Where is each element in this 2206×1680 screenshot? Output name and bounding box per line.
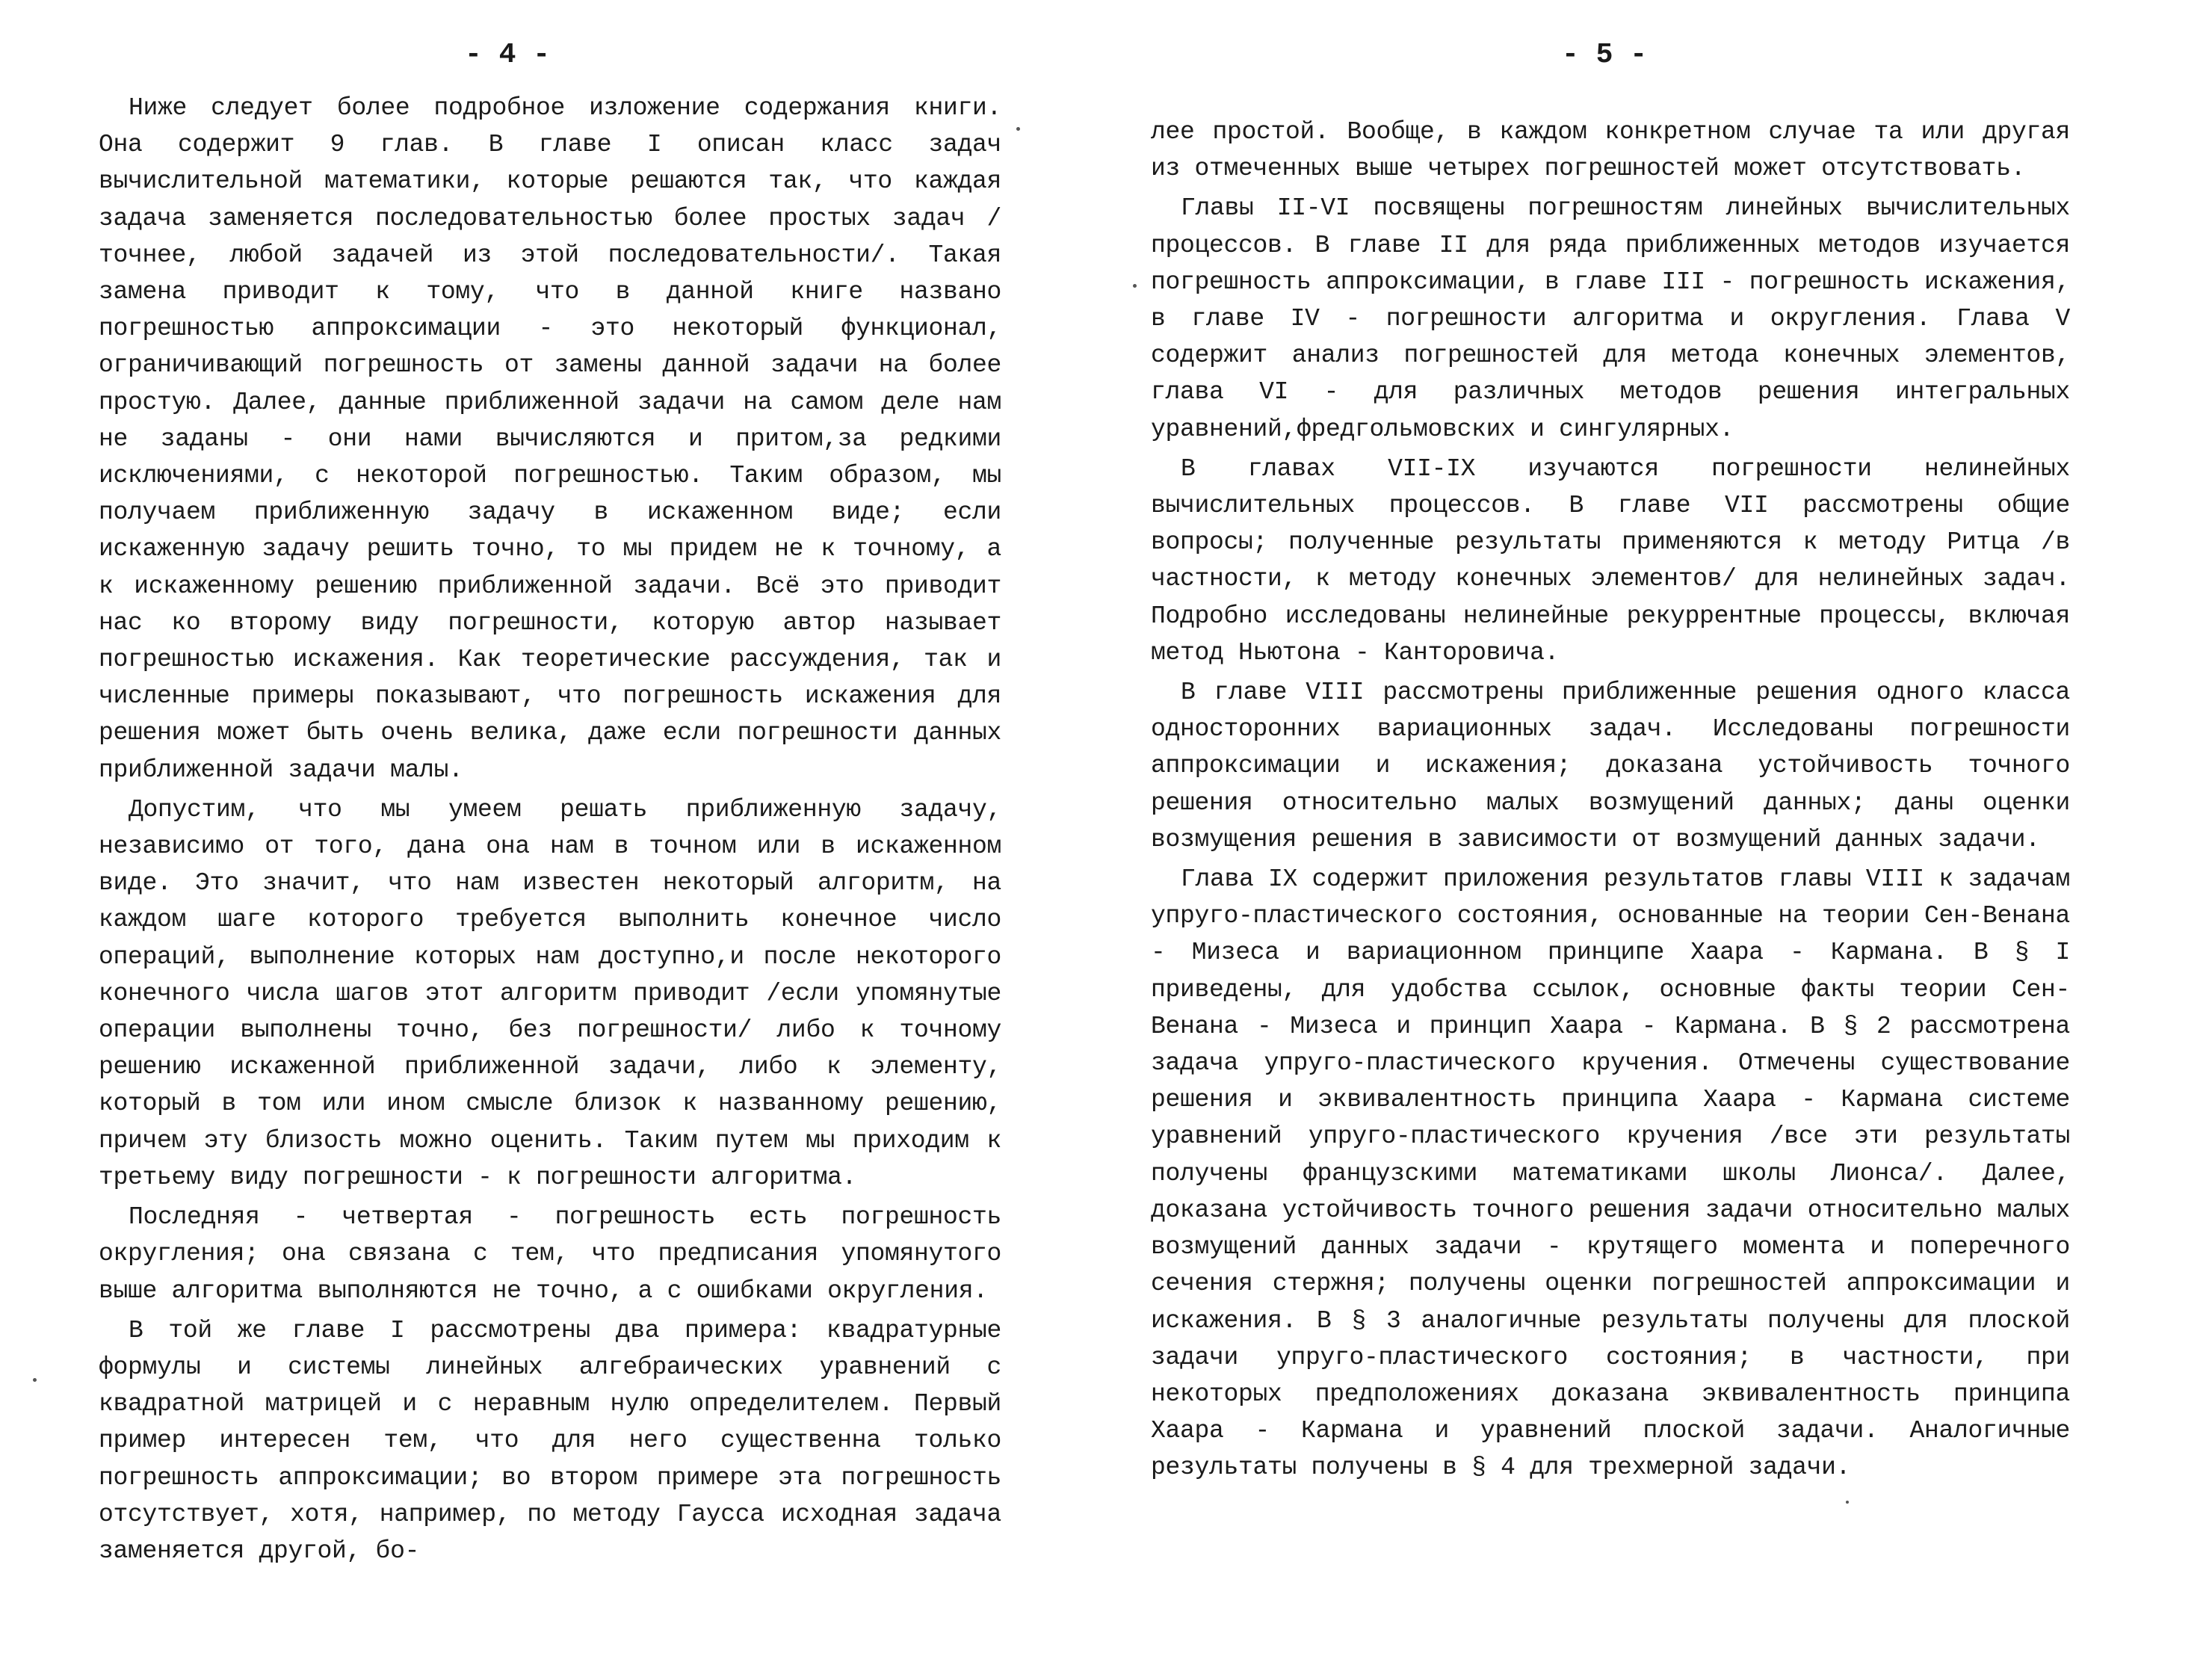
paragraph: Ниже следует более подробное изложение содержания книги. Она содержит 9 глав. В главе I описан класс задач вычислительной математики, которые решаются так, что каждая задача заменяется последовательностью более простых задач /точнее, любой задачей из этой последовательности/. Такая замена приводит к тому, что в данной книге названо погрешностью аппроксимации - это некоторый функционал, ограничивающий погрешность от замены данной задачи на более простую. Далее, данные приближенной задачи на самом деле нам не заданы - они нами вычисляются и притом,за редкими исключениями, с некоторой погрешностью. Таким образом, мы получаем приближенную задачу в искаженном виде; если искаженную задачу решить точно, то мы придем не к точному, а к искаженному решению приближенной задачи. Всё это приводит нас ко второму виду погрешности, которую автор называет погрешностью искажения. Как теоретические рассуждения, так и численные примеры показывают, что погрешность искажения для решения может быть очень велика, даже если погрешности данных приближенной задачи малы.: [99, 94, 1001, 784]
paragraph: В той же главе I рассмотрены два примера: квадратурные формулы и системы линейных алгебраических уравнений с квадратной матрицей и с неравным нулю определителем. Первый пример интересен тем, что для него существенна только погрешность аппроксимации; во втором примере эта погрешность отсутствует, хотя, например, по методу Гаусса исходная задача заменяется другой, бо-: [99, 1316, 1001, 1565]
right-page: [1103, 0, 2206, 1680]
paragraph: В главах VII-IX изучаются погрешности нелинейных вычислительных процессов. В главе VII рассмотрены общие вопросы; полученные результаты применяются к методу Ритца /в частности, к методу конечных элементов/ для нелинейных задач. Подробно исследованы нелинейные рекуррентные процессы, включая метод Ньютона - Канторовича.: [1151, 454, 2070, 667]
page-text: [99, 90, 1001, 1569]
paragraph: Последняя - четвертая - погрешность есть погрешность округления; она связана с тем, что предписания упомянутого выше алгоритма выполняются не точно, а с ошибками округления.: [99, 1203, 1001, 1305]
scan-speck: [1133, 284, 1137, 288]
page-text: [1151, 114, 2070, 1486]
page-number: - 5 -: [1562, 39, 1648, 71]
paragraph: В главе VIII рассмотрены приближенные решения одного класса односторонних вариационных задач. Исследованы погрешности аппроксимации и искажения; доказана устойчивость точного решения относительно малых возмущений данных; даны оценки возмущения решения в зависимости от возмущений данных задачи.: [1151, 679, 2070, 853]
scan-speck: [33, 1378, 37, 1382]
page-number: - 4 -: [465, 39, 551, 71]
paragraph: Глава IX содержит приложения результатов главы VIII к задачам упруго-пластического состояния, основанные на теории Сен-Венана - Мизеса и вариационном принципе Хаара - Кармана. В § I приведены, для удобства ссылок, основные факты теории Сен-Венана - Мизеса и принцип Хаара - Кармана. В § 2 рассмотрена задача упруго-пластического кручения. Отмечены существование решения и эквивалентность принципа Хаара - Кармана системе уравнений упруго-пластического кручения /все эти результаты получены французскими математиками школы Лионса/. Далее, доказана устойчивость точного решения задачи относительно малых возмущений данных задачи - крутящего момента и поперечного сечения стержня; получены оценки погрешностей аппроксимации и искажения. В § 3 аналогичные результаты получены для плоской задачи упруго-пластического состояния; в частности, при некоторых предположениях доказана эквивалентность принципа Хаара - Кармана и уравнений плоской задачи. Аналогичные результаты получены в § 4 для трехмерной задачи.: [1151, 865, 2070, 1482]
scan-speck: [1846, 1501, 1849, 1504]
paragraph: лее простой. Вообще, в каждом конкретном случае та или другая из отмеченных выше четырех погрешностей может отсутствовать.: [1151, 118, 2070, 183]
scan-speck: [1016, 127, 1020, 131]
paragraph: Допустим, что мы умеем решать приближенную задачу, независимо от того, дана она нам в точном или в искаженном виде. Это значит, что нам известен некоторый алгоритм, на каждом шаге которого требуется выполнить конечное число операций, выполнение которых нам доступно,и после некоторого конечного числа шагов этот алгоритм приводит /если упомянутые операции выполнены точно, без погрешности/ либо к точному решению искаженной приближенной задачи, либо к элементу, который в том или ином смысле близок к названному решению, причем эту близость можно оценить. Таким путем мы приходим к третьему виду погрешности - к погрешности алгоритма.: [99, 795, 1001, 1191]
paragraph: Главы II-VI посвящены погрешностям линейных вычислительных процессов. В главе II для ряда приближенных методов изучается погрешность аппроксимации, в главе III - погрешность искажения, в главе IV - погрешности алгоритма и округления. Глава V содержит анализ погрешностей для метода конечных элементов, глава VI - для различных методов решения интегральных уравнений,фредгольмовских и сингулярных.: [1151, 194, 2070, 443]
